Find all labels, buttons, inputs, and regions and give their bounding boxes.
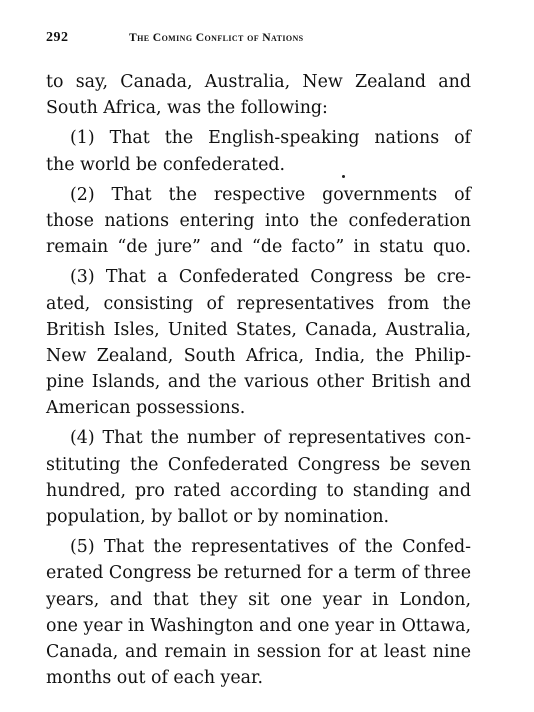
- text-line: pine Islands, and the various other British and: [46, 372, 471, 393]
- paragraph-item-4: [46, 425, 471, 530]
- text-line: those nations entering into the confederation: [46, 210, 471, 231]
- body-text: [46, 69, 471, 691]
- page-header: [46, 30, 466, 50]
- text-line: American possessions.: [46, 398, 246, 419]
- text-line: stituting the Confederated Congress be seven: [46, 454, 471, 475]
- text-line: (5) That the representatives of the Confed-: [70, 537, 471, 558]
- text-line: months out of each year.: [46, 668, 263, 689]
- paragraph-intro: [46, 69, 471, 121]
- text-line: (3) That a Confederated Congress be cre-: [70, 267, 471, 288]
- text-line: (2) That the respective governments of: [70, 184, 471, 205]
- text-line: erated Congress be returned for a term of three: [46, 563, 471, 584]
- text-line: South Africa, was the following:: [46, 98, 328, 119]
- text-line: (4) That the number of representatives con-: [70, 428, 471, 449]
- text-line: to say, Canada, Australia, New Zealand and: [46, 72, 471, 92]
- text-line: British Isles, United States, Canada, Australia,: [46, 319, 471, 340]
- paragraph-item-5: [46, 534, 471, 691]
- text-line: Canada, and remain in session for at least nine: [46, 641, 471, 662]
- page-number: 292: [46, 30, 69, 45]
- text-line: one year in Washington and one year in Ottawa,: [46, 615, 471, 636]
- text-line: (1) That the English-speaking nations of: [70, 128, 471, 149]
- text-line: years, and that they sit one year in London,: [46, 589, 471, 610]
- print-speck: [342, 175, 345, 178]
- paragraph-item-1: [46, 125, 471, 177]
- text-line: New Zealand, South Africa, India, the Philip-: [46, 345, 471, 366]
- paragraph-item-3: [46, 264, 471, 421]
- text-line: hundred, pro rated according to standing and: [46, 480, 471, 501]
- running-title: The Coming Conflict of Nations: [129, 31, 304, 44]
- text-line: the world be confederated.: [46, 154, 286, 175]
- text-line: population, by ballot or by nomination.: [46, 507, 390, 527]
- paragraph-item-2: [46, 182, 471, 261]
- text-line: ated, consisting of representatives from the: [46, 293, 471, 314]
- text-line: remain “de jure” and “de facto” in statu quo.: [46, 237, 471, 258]
